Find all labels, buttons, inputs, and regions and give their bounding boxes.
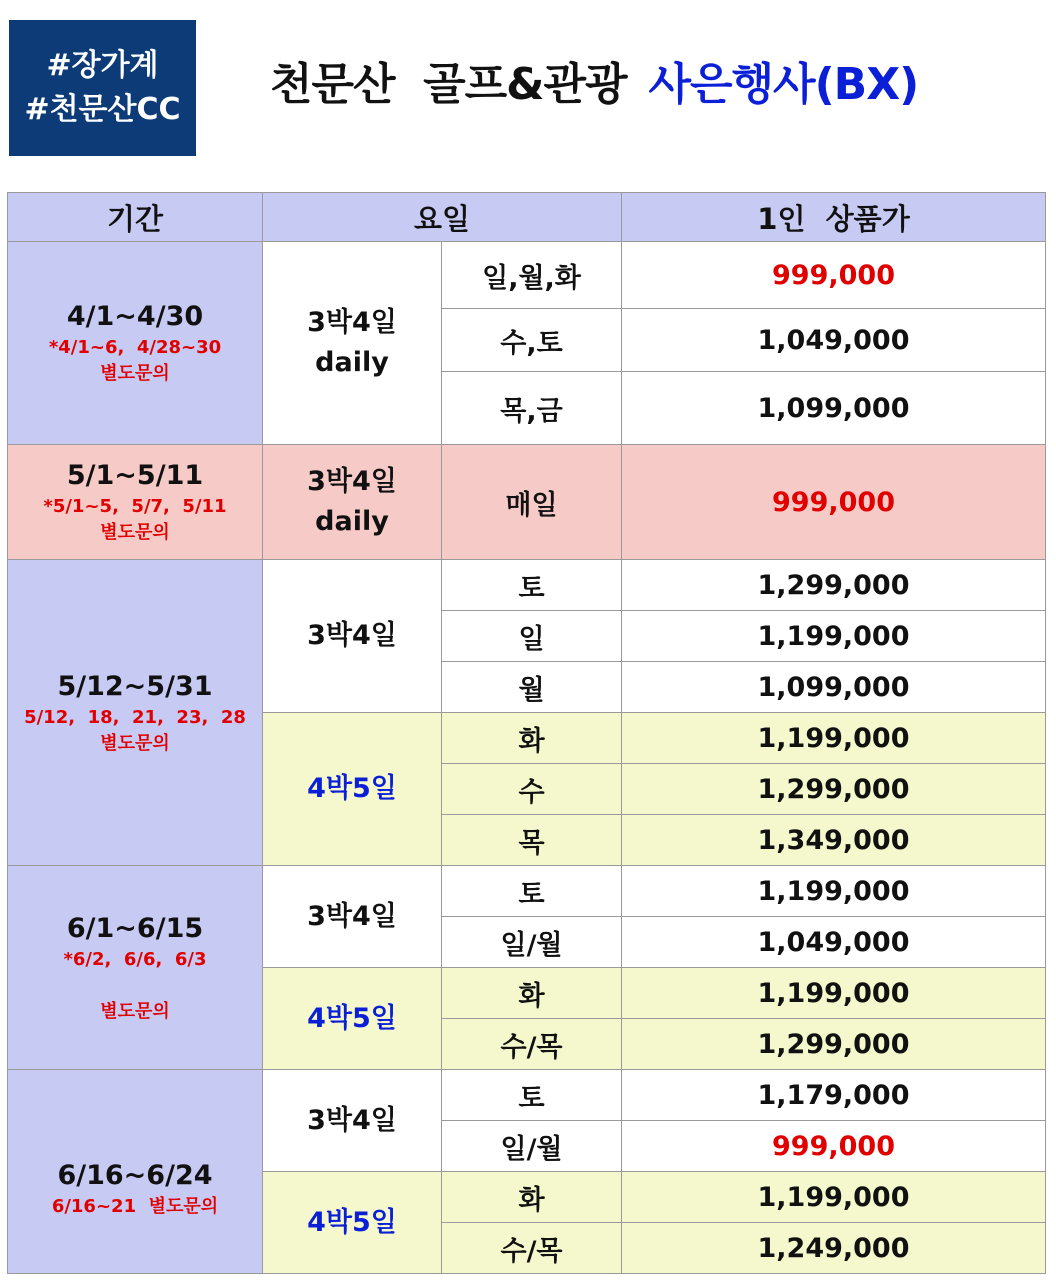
day-cell: 일 bbox=[442, 611, 622, 662]
period-cell bbox=[8, 445, 263, 560]
period-cell bbox=[8, 1070, 263, 1274]
table-header-row bbox=[8, 193, 1046, 242]
period-note-inquiry: 별도문의 bbox=[100, 363, 170, 384]
stay-sub: daily bbox=[315, 347, 389, 378]
stay-label: 3박4일 bbox=[307, 900, 397, 932]
day-cell: 화 bbox=[442, 1172, 622, 1223]
period-cell bbox=[8, 560, 263, 866]
period-range: 5/1~5/11 bbox=[66, 460, 204, 491]
table-row bbox=[8, 1070, 1046, 1121]
period-note: 5/12, 18, 21, 23, 28 bbox=[24, 706, 246, 728]
table-row bbox=[8, 242, 1046, 309]
day-cell: 화 bbox=[442, 968, 622, 1019]
price-cell: 1,299,000 bbox=[622, 560, 1046, 611]
page-title bbox=[270, 48, 918, 112]
day-cell: 매일 bbox=[442, 445, 622, 560]
price-cell: 1,179,000 bbox=[622, 1070, 1046, 1121]
header-price: 1인 상품가 bbox=[622, 193, 1046, 242]
table-row bbox=[8, 866, 1046, 917]
price-cell: 1,099,000 bbox=[622, 372, 1046, 445]
day-cell: 일,월,화 bbox=[442, 242, 622, 309]
stay-sub: daily bbox=[315, 506, 389, 537]
period-note-inquiry: 별도문의 bbox=[100, 522, 170, 543]
stay-label: 3박4일 bbox=[307, 1104, 397, 1136]
header-days: 요일 bbox=[263, 193, 622, 242]
stay-label: 4박5일 bbox=[307, 1002, 397, 1034]
stay-cell bbox=[263, 866, 442, 968]
period-note: *4/1~6, 4/28~30 bbox=[48, 337, 222, 358]
price-cell: 1,199,000 bbox=[622, 611, 1046, 662]
stay-label: 3박4일 bbox=[307, 620, 397, 651]
period-note-inquiry: 별도문의 bbox=[100, 732, 170, 754]
day-cell: 일/월 bbox=[442, 917, 622, 968]
period-range: 6/1~6/15 bbox=[66, 912, 204, 944]
day-cell: 목 bbox=[442, 815, 622, 866]
header-period: 기간 bbox=[8, 193, 263, 242]
hashtag-tianmenshan-cc: #천문산CC bbox=[24, 92, 181, 127]
day-cell: 수/목 bbox=[442, 1223, 622, 1274]
price-cell: 1,299,000 bbox=[622, 764, 1046, 815]
title-main: 천문산 골프&관광 bbox=[270, 59, 627, 110]
stay-cell bbox=[263, 968, 442, 1070]
table-row bbox=[8, 445, 1046, 560]
stay-label: 3박4일 bbox=[307, 307, 397, 338]
stay-cell bbox=[263, 560, 442, 713]
price-cell: 1,099,000 bbox=[622, 662, 1046, 713]
price-cell: 1,249,000 bbox=[622, 1223, 1046, 1274]
stay-cell bbox=[263, 445, 442, 560]
stay-cell bbox=[263, 713, 442, 866]
period-cell bbox=[8, 242, 263, 445]
day-cell: 수 bbox=[442, 764, 622, 815]
price-cell: 1,199,000 bbox=[622, 866, 1046, 917]
price-cell: 1,199,000 bbox=[622, 968, 1046, 1019]
stay-label: 4박5일 bbox=[307, 1206, 397, 1238]
price-cell: 1,199,000 bbox=[622, 1172, 1046, 1223]
price-cell: 1,049,000 bbox=[622, 917, 1046, 968]
period-note-inquiry: 별도문의 bbox=[100, 1000, 170, 1022]
title-event: 사은행사(BX) bbox=[648, 59, 919, 110]
period-note: *5/1~5, 5/7, 5/11 bbox=[43, 496, 227, 517]
price-cell: 1,299,000 bbox=[622, 1019, 1046, 1070]
table-row bbox=[8, 560, 1046, 611]
day-cell: 수/목 bbox=[442, 1019, 622, 1070]
stay-cell bbox=[263, 1070, 442, 1172]
day-cell: 월 bbox=[442, 662, 622, 713]
price-table bbox=[7, 192, 1046, 1274]
stay-cell bbox=[263, 242, 442, 445]
stay-label: 3박4일 bbox=[307, 466, 397, 497]
period-note: *6/2, 6/6, 6/3 bbox=[63, 948, 207, 970]
stay-cell bbox=[263, 1172, 442, 1274]
price-cell: 1,349,000 bbox=[622, 815, 1046, 866]
period-range: 4/1~4/30 bbox=[66, 301, 204, 332]
price-cell: 999,000 bbox=[622, 1121, 1046, 1172]
hashtag-badge bbox=[9, 20, 196, 156]
period-range: 6/16~6/24 bbox=[57, 1159, 213, 1191]
day-cell: 토 bbox=[442, 560, 622, 611]
stay-label: 4박5일 bbox=[307, 773, 397, 804]
price-cell: 999,000 bbox=[622, 445, 1046, 560]
day-cell: 화 bbox=[442, 713, 622, 764]
price-cell: 1,199,000 bbox=[622, 713, 1046, 764]
hashtag-zhangjiajie: #장가계 bbox=[46, 48, 159, 83]
day-cell: 토 bbox=[442, 1070, 622, 1121]
period-range: 5/12~5/31 bbox=[57, 670, 213, 702]
period-note: 6/16~21 별도문의 bbox=[51, 1195, 219, 1217]
day-cell: 토 bbox=[442, 866, 622, 917]
period-cell bbox=[8, 866, 263, 1070]
price-cell: 1,049,000 bbox=[622, 309, 1046, 372]
day-cell: 목,금 bbox=[442, 372, 622, 445]
price-cell: 999,000 bbox=[622, 242, 1046, 309]
day-cell: 수,토 bbox=[442, 309, 622, 372]
day-cell: 일/월 bbox=[442, 1121, 622, 1172]
